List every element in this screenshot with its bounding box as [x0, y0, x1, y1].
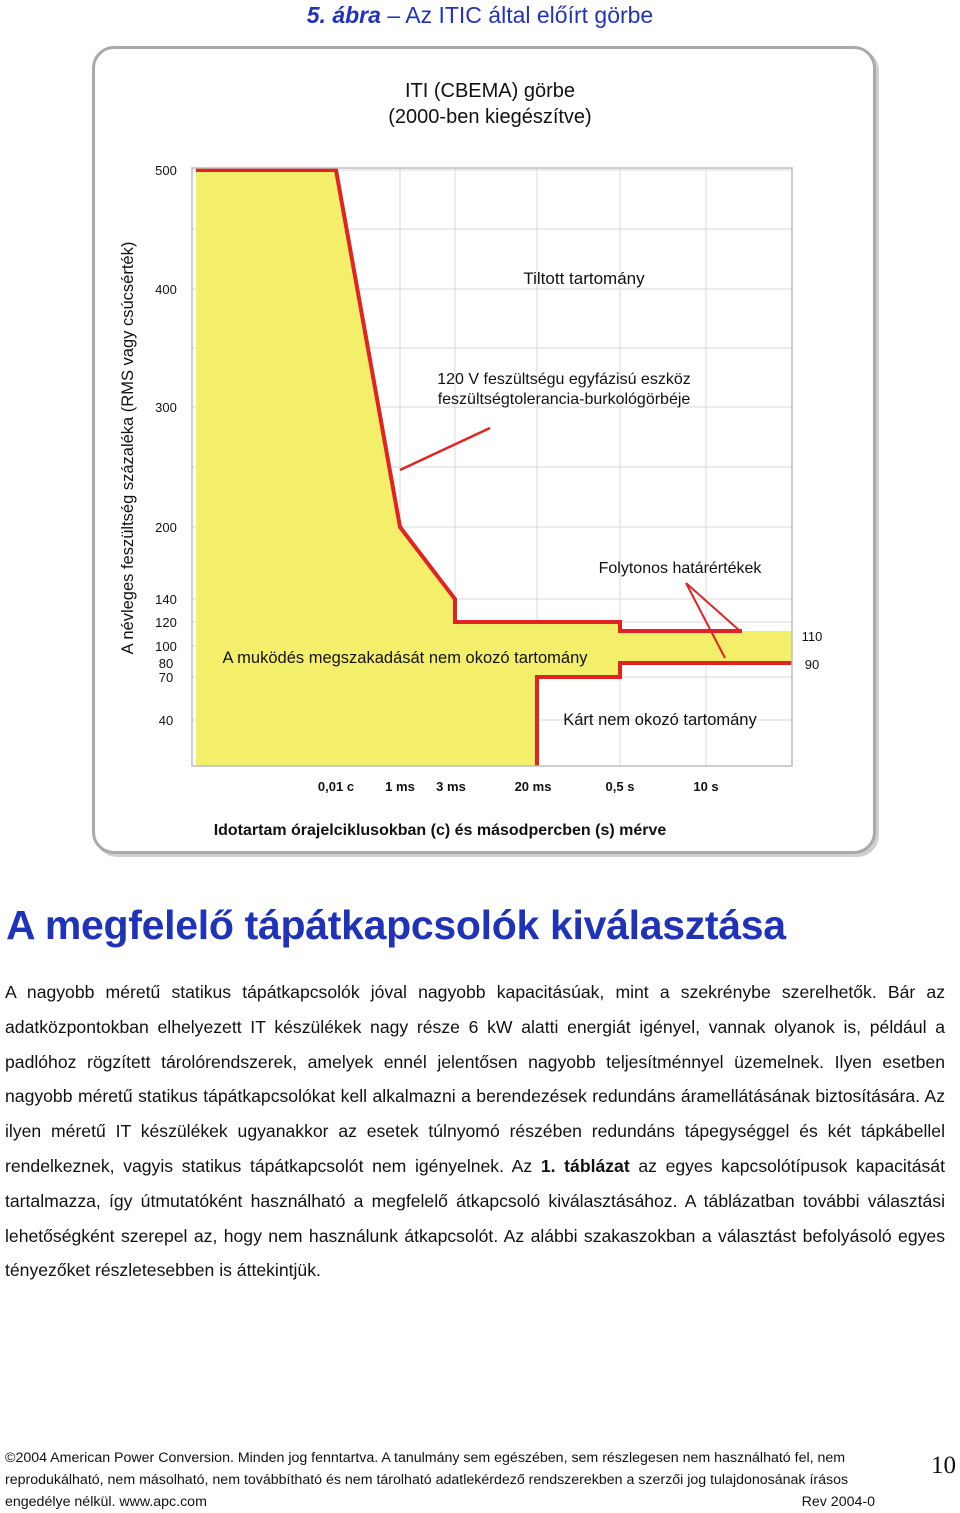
- y-tick-label-right: 90: [804, 657, 820, 672]
- figure-caption-text: Az ITIC által előírt görbe: [405, 2, 654, 28]
- page-number: 10: [931, 1452, 956, 1479]
- body-paragraph: [5, 975, 945, 1288]
- y-tick-label: 70: [158, 670, 174, 685]
- chart-title-line1: ITI (CBEMA) görbe: [404, 80, 576, 102]
- footer-line3: engedélye nélkül. www.apc.com: [5, 1494, 207, 1510]
- y-tick-label: 500: [155, 163, 177, 178]
- figure-number: 5. ábra: [306, 2, 381, 28]
- continuous-pointer-1: [686, 583, 740, 631]
- body-text-part1: A nagyobb méretű statikus tápátkapcsolók jóval nagyobb kapacitásúak, mint a szekrénybe szerelhetők. Bár az adatközpontokban elhelyezett IT készülékek nagy része 6 kW alatti energiát igényel, vannak olyanok is, például a padlóhoz rögzített tárolórendszerek, amelyek ennél jelentősen nagyobb teljesítménnyel üzemelnek. Ilyen esetben nagyobb méretű statikus tápátkapcsolókat kell alkalmazni a berendezések redundáns áramellátásának biztosítására. Az ilyen méretű IT készülékek ugyanakkor az esetek túlnyomó részében redundáns tápegységgel és két tápkábellel rendelkeznek, vagyis statikus tápátkapcsolót nem igényelnek. Az: [5, 982, 945, 1176]
- y-tick-label: 400: [155, 282, 177, 297]
- annotation-no-interruption: A muködés megszakadását nem okozó tartomány: [222, 649, 588, 667]
- x-tick-label: 0,5 s: [605, 779, 635, 794]
- envelope-pointer: [400, 428, 490, 470]
- figure-dash: –: [387, 2, 401, 28]
- y-tick-label: 120: [155, 615, 177, 630]
- x-tick-label: 1 ms: [385, 779, 415, 794]
- y-axis-label: A névleges feszültség százaléka (RMS vagy csúcsérték): [119, 241, 137, 655]
- x-axis-label: Idotartam órajelciklusokban (c) és másodpercben (s) mérve: [213, 822, 667, 839]
- y-tick-label-right: 110: [801, 629, 823, 644]
- y-tick-label: 140: [155, 592, 177, 607]
- x-tick-label: 10 s: [693, 779, 719, 794]
- footer-line1: ©2004 American Power Conversion. Minden jog fenntartva. A tanulmány sem egészében, sem részlegesen nem használható fel, nem: [5, 1450, 846, 1466]
- chart-title-line2: (2000-ben kiegészítve): [388, 106, 592, 128]
- y-tick-label: 40: [158, 713, 174, 728]
- footer: [5, 1447, 905, 1513]
- x-tick-label: 3 ms: [436, 779, 466, 794]
- annotation-no-damage: Kárt nem okozó tartomány: [563, 711, 757, 729]
- annotation-continuous: Folytonos határértékek: [598, 560, 762, 577]
- body-text-part2: az egyes kapcsolótípusok kapacitását tartalmazza, így útmutatóként használható a megfelelő átkapcsoló kiválasztásához. A táblázatban további választási lehetőségként szerepel az, hogy nem használunk átkapcsolót. Az alábbi szakaszokban a választást befolyásoló egyes tényezőket részletesebben is áttekintjük.: [5, 1155, 945, 1281]
- revision-label: Rev 2004-0: [801, 1494, 875, 1510]
- y-tick-label: 100: [155, 639, 177, 654]
- table-reference: 1. táblázat: [540, 1155, 630, 1176]
- annotation-envelope-line2: feszültségtolerancia-burkológörbéje: [437, 391, 691, 408]
- section-heading: A megfelelő tápátkapcsolók kiválasztása: [6, 902, 786, 948]
- y-tick-label: 300: [155, 400, 177, 415]
- annotation-prohibited: Tiltott tartomány: [523, 269, 645, 288]
- y-tick-label: 80: [158, 656, 174, 671]
- y-tick-label: 200: [155, 520, 177, 535]
- x-tick-label: 0,01 c: [317, 779, 355, 794]
- annotation-envelope-line1: 120 V feszültségu egyfázisú eszköz: [437, 371, 691, 388]
- footer-line2: reprodukálható, nem másolható, nem továbbítható és nem tárolható adatlekérdező rendszerekben a szerzői jog tulajdonosának írásos: [5, 1472, 849, 1488]
- x-tick-label: 20 ms: [514, 779, 552, 794]
